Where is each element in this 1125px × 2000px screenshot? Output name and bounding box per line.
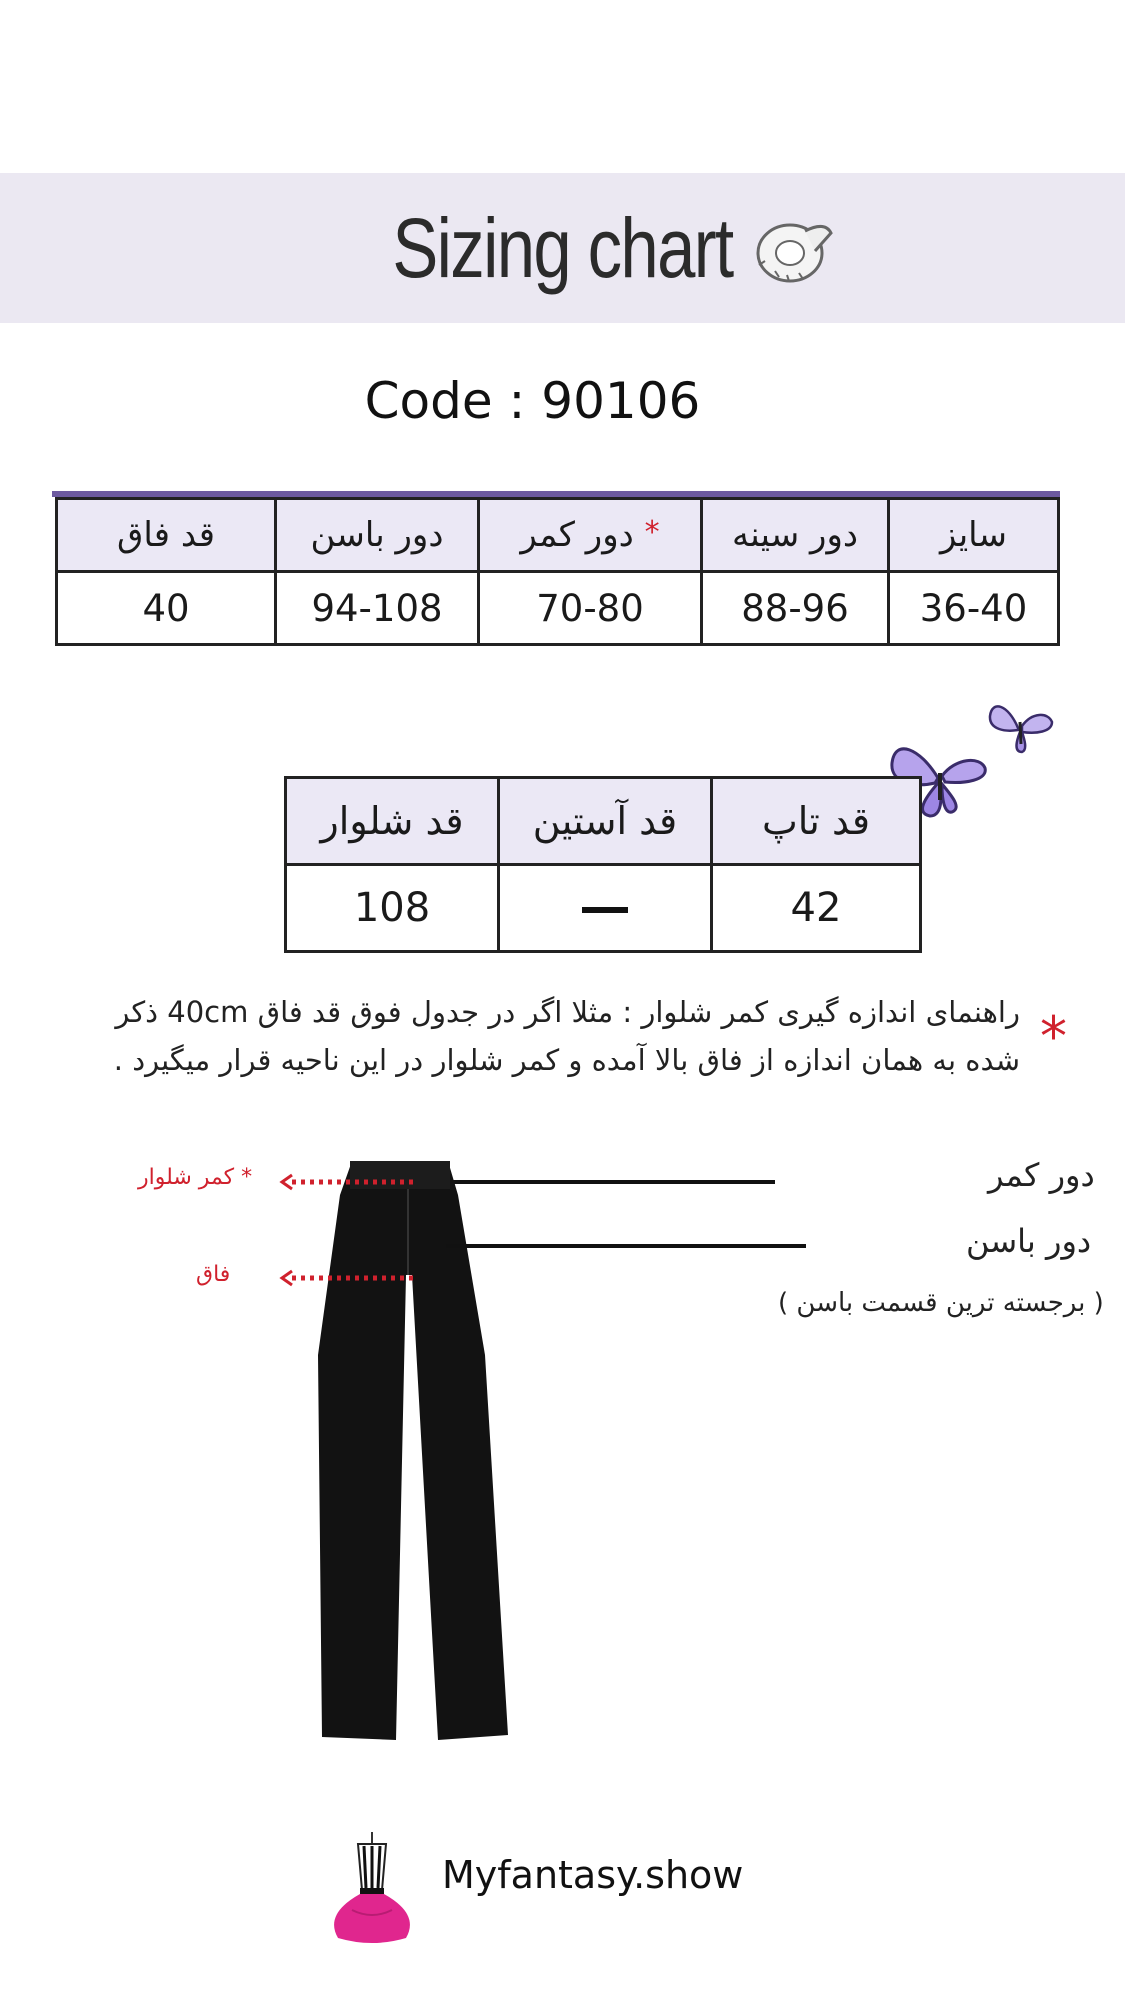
note-line: شده به همان اندازه از فاق بالا آمده و کمر شلوار در این ناحیه قرار میگیرد .	[113, 1043, 1020, 1077]
table-row	[286, 865, 921, 952]
size-table	[55, 497, 1060, 646]
dash-icon	[582, 907, 628, 913]
header-chest: دور سینه	[702, 499, 889, 572]
red-star: *	[644, 515, 660, 550]
crotch-arrow-icon	[278, 1268, 418, 1288]
note-line: راهنمای اندازه گیری کمر شلوار : مثلا اگر در جدول فوق قد فاق 40cm ذکر	[115, 995, 1020, 1029]
header-size: سایز	[889, 499, 1059, 572]
waistband-arrow-icon	[278, 1172, 418, 1192]
value-sleeve-length	[499, 865, 712, 952]
value-crotch: 40	[57, 572, 276, 645]
value-chest: 88-96	[702, 572, 889, 645]
measurement-note	[80, 988, 1020, 1084]
title-banner	[0, 173, 1125, 323]
waistband-label: * کمر شلوار	[138, 1165, 253, 1190]
header-top-length: قد تاپ	[712, 778, 921, 865]
waist-label: دور کمر	[988, 1156, 1095, 1194]
hip-note: ( برجسته ترین قسمت باسن )	[778, 1288, 1104, 1318]
note-star: *	[1040, 1005, 1067, 1068]
header-sleeve-length: قد آستین	[499, 778, 712, 865]
hip-pointer-line	[446, 1244, 806, 1248]
header-crotch: قد فاق	[57, 499, 276, 572]
waist-pointer-line	[450, 1180, 775, 1184]
brand-name: Myfantasy.show	[442, 1853, 744, 1897]
value-hip: 94-108	[276, 572, 479, 645]
header-waist: دور کمر *	[479, 499, 702, 572]
header-hip: دور باسن	[276, 499, 479, 572]
value-pants-length: 108	[286, 865, 499, 952]
value-waist: 70-80	[479, 572, 702, 645]
crotch-label: فاق	[196, 1262, 231, 1287]
value-size: 36-40	[889, 572, 1059, 645]
header-pants-length: قد شلوار	[286, 778, 499, 865]
value-top-length: 42	[712, 865, 921, 952]
table-header-row	[57, 499, 1059, 572]
butterfly-icon	[988, 692, 1054, 758]
table-row	[57, 572, 1059, 645]
table-header-row	[286, 778, 921, 865]
page-title: Sizing chart	[392, 200, 733, 295]
hip-label: دور باسن	[966, 1222, 1092, 1260]
length-table	[284, 776, 922, 953]
product-code: Code : 90106	[364, 372, 701, 430]
measuring-tape-icon	[745, 211, 835, 291]
dress-logo-icon	[322, 1830, 422, 1950]
